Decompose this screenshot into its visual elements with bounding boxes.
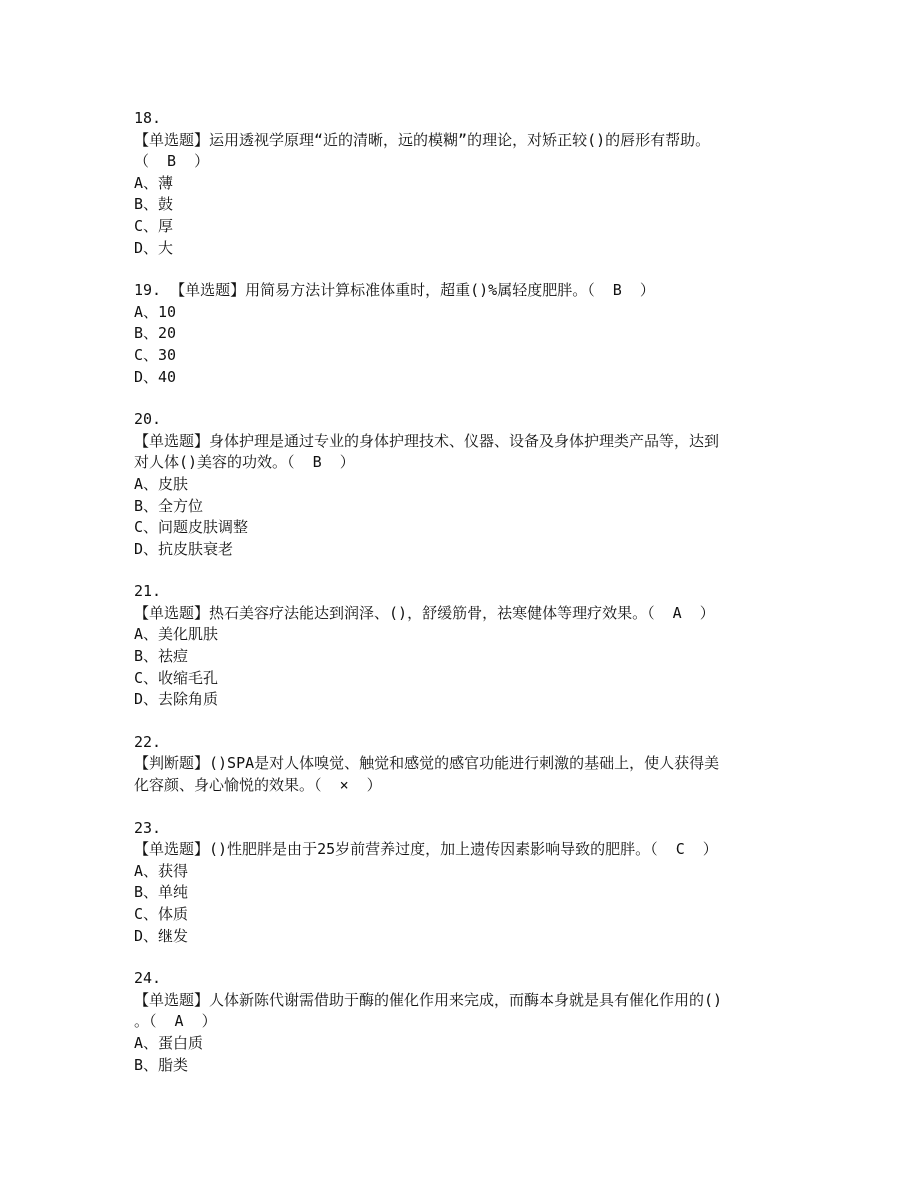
- option-c: C、收缩毛孔: [134, 668, 219, 687]
- option-a: A、皮肤: [134, 474, 189, 493]
- question-number: 20.: [134, 410, 162, 429]
- option-c: C、问题皮肤调整: [134, 518, 249, 537]
- option-a: A、10: [134, 302, 177, 321]
- question-stem-line: 【单选题】身体护理是通过专业的身体护理技术、仪器、设备及身体护理类产品等，达到: [134, 431, 720, 450]
- question-stem-line: 19. 【单选题】用简易方法计算标准体重时，超重()%属轻度肥胖。（ B ）: [134, 281, 655, 300]
- question-number: 21.: [134, 582, 162, 601]
- option-b: B、20: [134, 324, 177, 343]
- option-d: D、40: [134, 367, 177, 386]
- option-b: B、鼓: [134, 195, 174, 214]
- question-number: 18.: [134, 109, 162, 127]
- option-a: A、薄: [134, 173, 174, 192]
- question-20: [134, 409, 794, 560]
- question-number: 23.: [134, 818, 162, 837]
- option-b: B、全方位: [134, 496, 204, 515]
- option-b: B、祛痘: [134, 647, 189, 666]
- question-answer-line: （ B ）: [134, 152, 210, 171]
- option-d: D、继发: [134, 926, 189, 945]
- option-a: A、美化肌肤: [134, 625, 219, 644]
- question-number: 22.: [134, 732, 162, 751]
- question-23: [134, 818, 794, 948]
- option-c: C、厚: [134, 216, 174, 235]
- option-d: D、去除角质: [134, 690, 219, 709]
- question-page: [134, 108, 794, 1097]
- question-stem-line: 【单选题】热石美容疗法能达到润泽、()，舒缓筋骨，祛寒健体等理疗效果。（ A ）: [134, 603, 715, 622]
- question-number: 24.: [134, 969, 162, 988]
- option-a: A、蛋白质: [134, 1033, 204, 1052]
- option-c: C、30: [134, 345, 177, 364]
- question-24: [134, 968, 794, 1076]
- option-b: B、脂类: [134, 1055, 189, 1074]
- option-a: A、获得: [134, 861, 189, 880]
- question-stem-line: 对人体()美容的功效。（ B ）: [134, 453, 355, 472]
- option-c: C、体质: [134, 905, 189, 923]
- question-answer-line: 。（ A ）: [134, 1012, 217, 1031]
- question-18: [134, 108, 794, 259]
- option-d: D、抗皮肤衰老: [134, 539, 234, 558]
- question-21: [134, 581, 794, 711]
- question-stem-line: 【单选题】人体新陈代谢需借助于酶的催化作用来完成，而酶本身就是具有催化作用的(): [134, 990, 723, 1009]
- question-stem-line: 【单选题】()性肥胖是由于25岁前营养过度，加上遗传因素影响导致的肥胖。（ C ）: [134, 840, 718, 859]
- question-stem-line: 化容颜、身心愉悦的效果。（ × ）: [134, 776, 382, 795]
- option-d: D、大: [134, 238, 174, 257]
- question-22: [134, 732, 794, 797]
- option-b: B、单纯: [134, 883, 189, 902]
- question-stem-line: 【单选题】运用透视学原理“近的清晰，远的模糊”的理论，对矫正较()的唇形有帮助。: [134, 130, 711, 149]
- question-19: [134, 280, 794, 388]
- question-stem-line: 【判断题】()SPA是对人体嗅觉、触觉和感觉的感官功能进行刺激的基础上，使人获得美: [134, 754, 720, 773]
